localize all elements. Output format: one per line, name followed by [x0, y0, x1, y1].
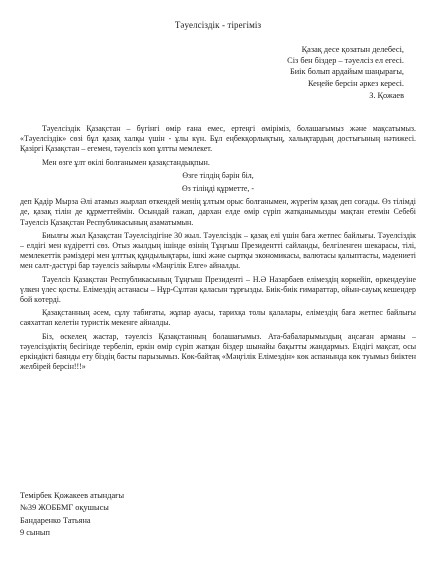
signature-block	[20, 490, 320, 540]
paragraph: Біз, өскелең жастар, тәуелсіз Қазақстанның болашағымыз. Ата-бабаларымыздың аңсаған арманы – тәуелсіздіктің бесігінде тербеліп, еркін өмір сүріп жатқан біздер шынайы бақытты жандармыз. Ендігі мақсат, осы еркіндікті баянды ету біздің басты парызымыз. Көк-байтақ «Мәңгілік Елімездін» көк аспанында көк туымыз биіктен желбірей берсін!!!»	[20, 331, 416, 372]
student-name: Бандаренко Татьяна	[20, 515, 91, 525]
paragraph: деп Қадір Мырза Әлі атамыз жырлап өткендей менің ұлтым орыс болғанымен, жүрегім қазақ деп соғады. Өз тілімді де, қазақ тілін де құрметтеймін. Осындай ғажап, дархан елде өмір сүріп жатқанымызды мақтан етемін Себебі Тәуелсіз Қазақстан Республикасының азаматымын.	[20, 197, 416, 227]
paragraph: Биылғы жыл Қазақстан Тәуелсіздігіне 30 жыл. Тәуелсіздік – қазақ елі үшін баға жетпес байлығы. Тәуелсіздік – елдігі мен күдіретті сөз. Отыз жылдың ішінде өзінің Тұңғыш Президентті сайланды, белгіленген шекарасы, тілі, мемлекеттік рәміздері мен ұлттық құндылықтары, ішкі және сыртқы экономикасы, валютасы қалыптасты, мәдениеті мен салт-дәстүрі бар тәуелсіз зайырлы «Мәңгілік Елге» айналды.	[20, 230, 416, 271]
quote-line: Өзге тілдің бәрін біл,	[182, 170, 254, 180]
school-name: Темірбек Қожакеев атындағы	[20, 491, 125, 500]
paragraph: Мен өзге ұлт өкілі болғанымен қазақстандықпын.	[42, 157, 210, 167]
quote-line: Өз тіліңді құрметте, -	[181, 184, 255, 194]
inline-quote	[20, 171, 416, 194]
poem-line: Сіз бен біздер – тәуелсіз ел егесі.	[287, 56, 404, 66]
document-title: Тәуелсіздік - тірегіміз	[174, 20, 262, 30]
poem-line: Кеңейе берсін әркез кересі.	[307, 78, 404, 88]
paragraph: Тәуелсіз Қазақстан Республикасының Тұңғыш Президенті – Н.Ә Назарбаев елімездің көркейіп, өркендеуіне үлкен үлес қосты. Елімездің астанасы – Нұр-Сұлтан қаласын тұрғызды. Биік-биік ғимараттар, ойын-сауық кешендер бой көтерді.	[20, 274, 416, 305]
essay-body	[20, 124, 416, 375]
paragraph: Қазақстанның әсем, сұлу табиғаты, жұпар ауасы, тарихқа толы қалалары, елімездің баға жетпес байлығы саяхаттап келетін туристік мекенге айналды.	[20, 308, 416, 328]
poem-line: Биік болып ардайым шаңырағы,	[289, 67, 404, 77]
student-school: №39 ЖОББМГ оқушысы	[20, 503, 109, 513]
poem-line: Қазақ десе қозатын делебесі,	[301, 45, 404, 54]
epigraph-poem	[204, 44, 404, 101]
student-grade: 9 сынып	[20, 528, 50, 538]
paragraph: Тәуелсіздік Қазақстан – бүгінгі өмір ғана емес, ертеңгі өміріміз, болашағымыз және мақсатымыз. «Тәуелсіздік» сөзі бұл қазақ халқы үшін - ұлы күн. Бұл еңбекқорлықтың, халықтардың достығының нәтижесі. Қазіргі Қазақстан – егемен, тәуелсіз көп ұлтты мемлекет.	[20, 124, 416, 154]
poem-author: З. Қожаев	[369, 90, 404, 100]
